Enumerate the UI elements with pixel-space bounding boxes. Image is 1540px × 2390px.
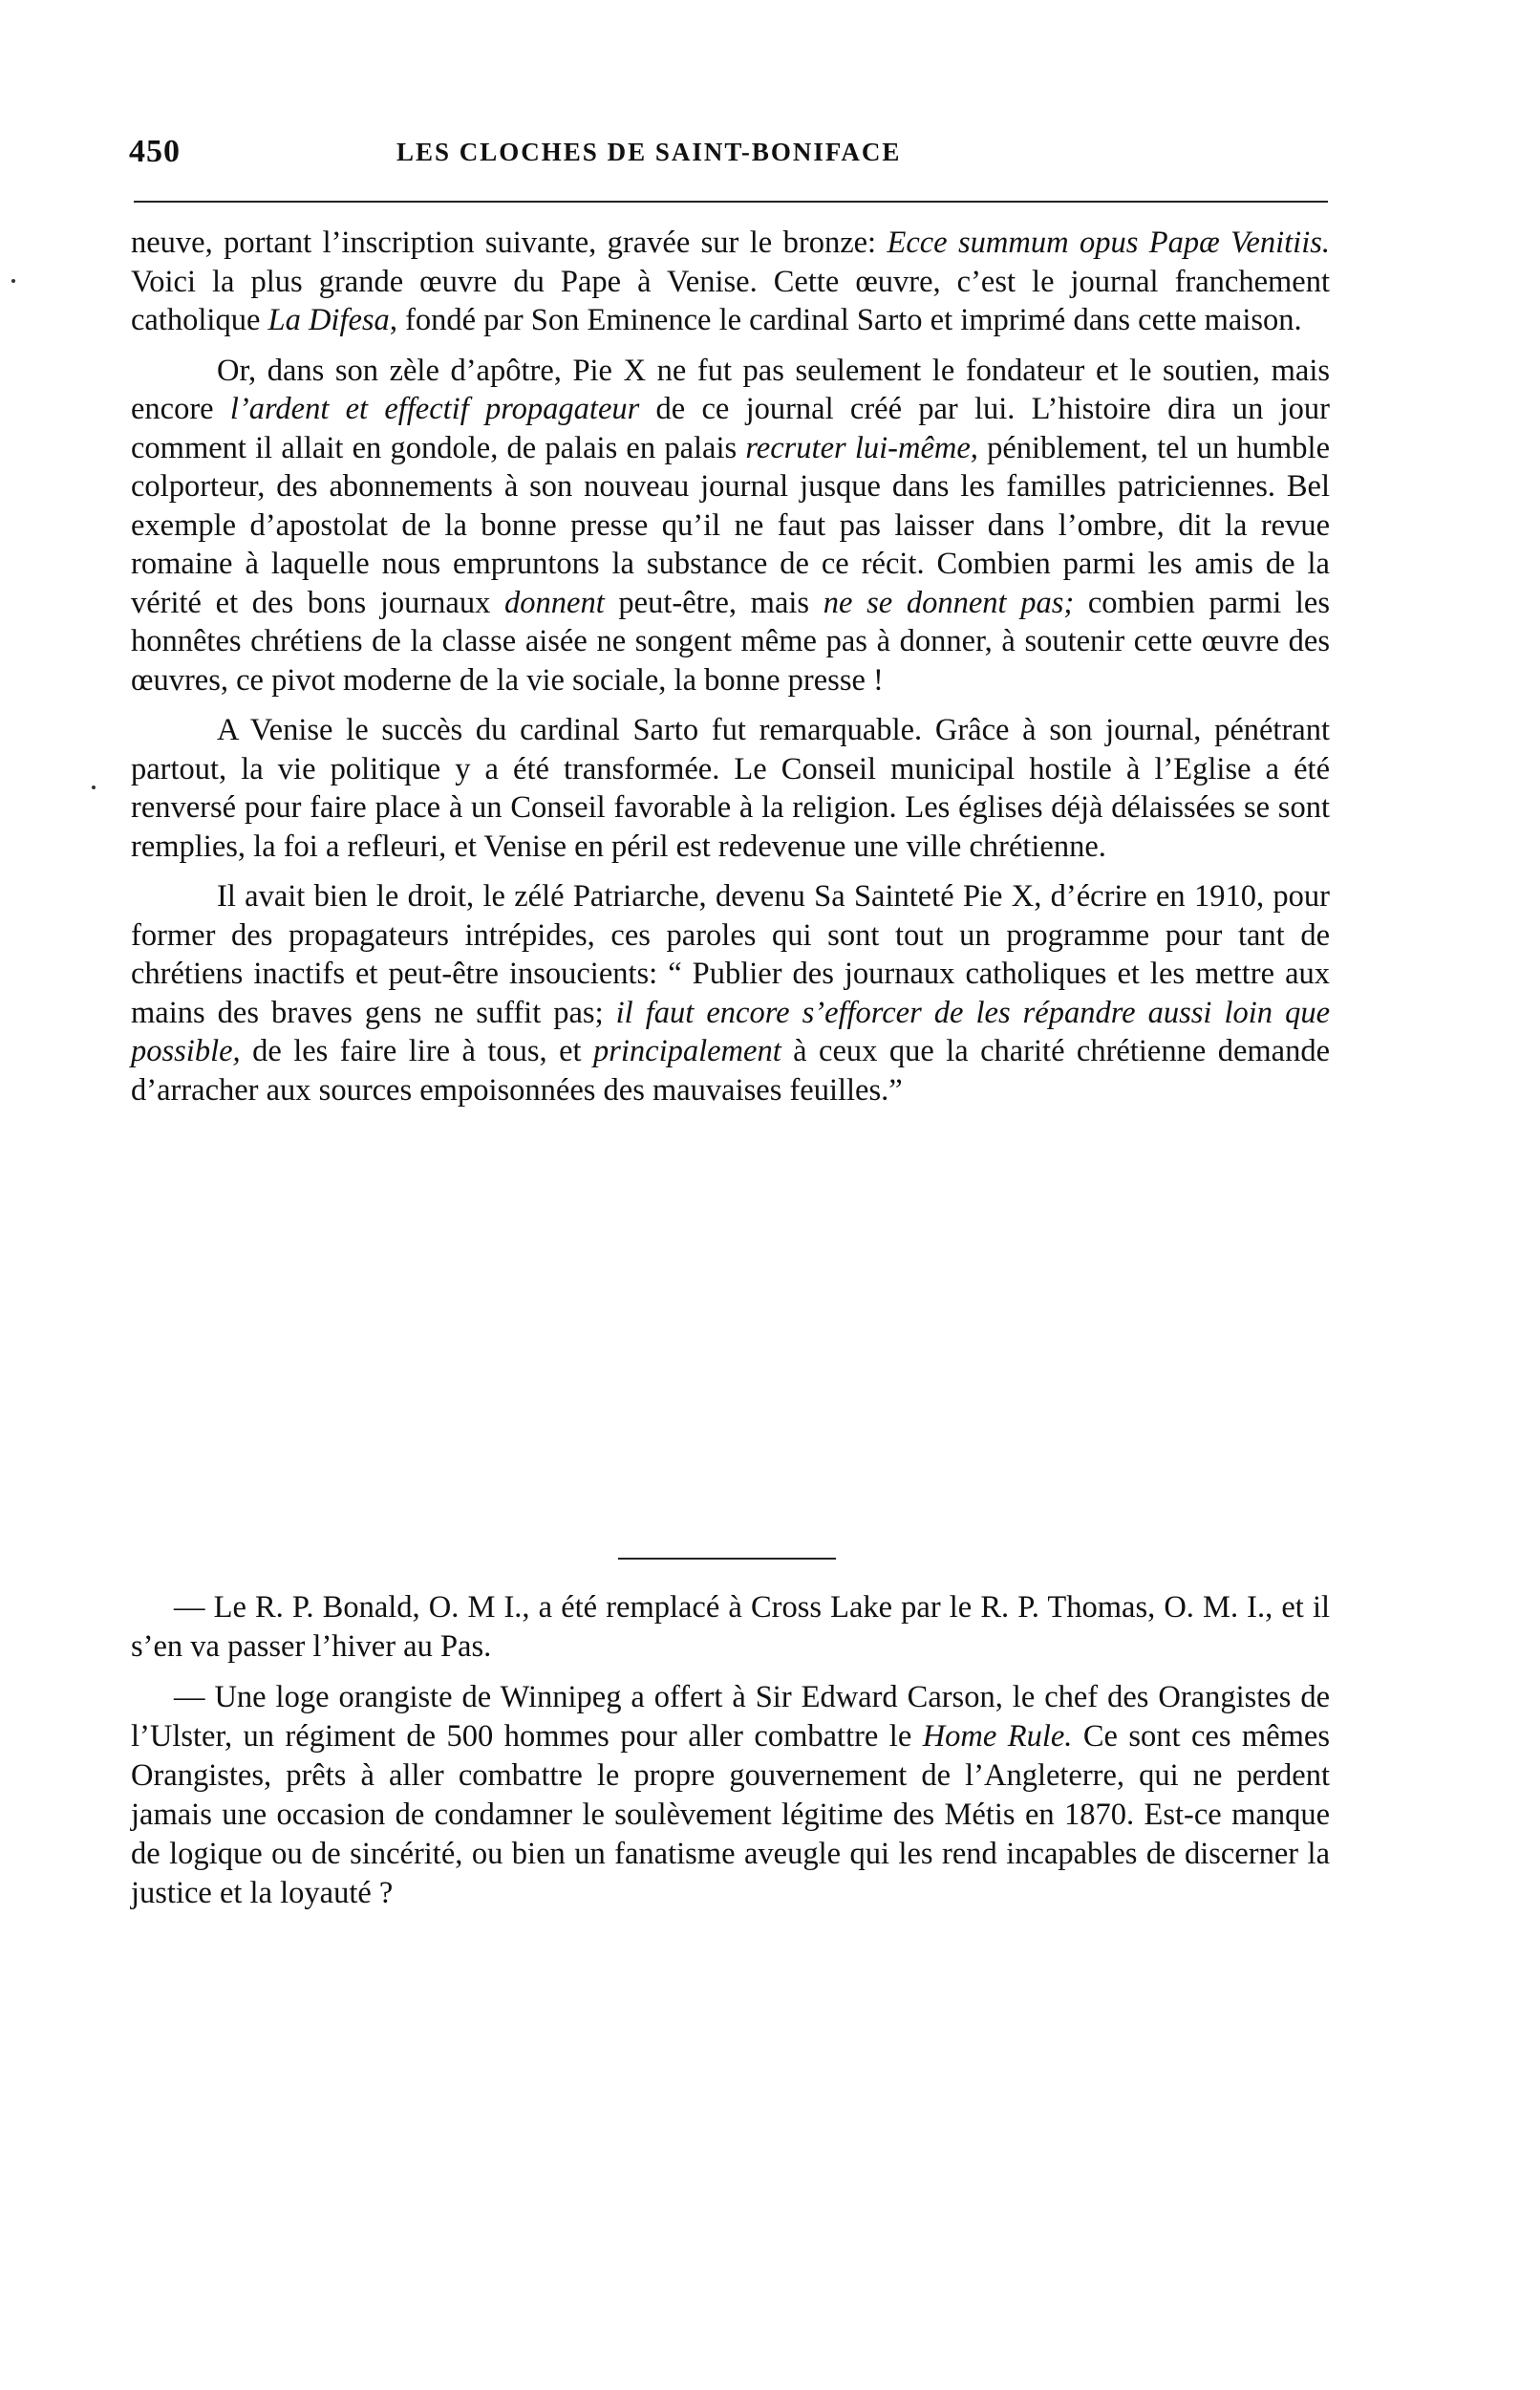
p2-text-g: peut-être, mais: [604, 585, 823, 620]
note-2: [131, 1678, 1330, 1913]
n2-text-a: — Une loge orangiste de Winnipeg a offert à Sir Edward Carson, le chef des Orangistes de l’Ulster, un régiment de 500 hommes pour aller combattre le: [131, 1680, 1330, 1754]
p4-italic-d: principalement: [592, 1034, 781, 1068]
p2-italic-d: recruter lui-même,: [745, 430, 978, 465]
p4-italic-b: il faut encore s’efforcer de les répandre aussi loin que possible,: [131, 995, 1330, 1068]
running-title: LES CLOCHES DE SAINT-BONIFACE: [396, 138, 902, 166]
paragraph-1: [131, 224, 1330, 340]
paragraph-3: A Venise le succès du cardinal Sarto fut remarquable. Grâce à son journal, pénétrant partout, la vie politique y a été transformée. Le Conseil municipal hostile à l’Eglise a été renversé pour faire place à un Conseil favorable à la religion. Les églises déjà délaissées se sont remplies, la foi a refleuri, et Venise en péril est redevenue une ville chrétienne.: [131, 713, 1330, 864]
p4-text-a: Il avait bien le droit, le zélé Patriarche, devenu Sa Sainteté Pie X, d’écrire en 1910, pour former des propagateurs intrépides, ces paroles qui sont tout un programme pour tant de chrétiens inactifs et peut-être insoucients: “ Publier des journaux catholiques et les mettre aux mains des braves gens ne suffit pas;: [131, 879, 1330, 1030]
section-separator-rule: [618, 1558, 836, 1560]
p1-text-e: , fondé par Son Eminence le cardinal Sarto et imprimé dans cette maison.: [389, 303, 1302, 337]
p2-italic-b: l’ardent et effectif propagateur: [229, 392, 640, 426]
page-number: 450: [129, 134, 181, 169]
p2-text-i: combien parmi les honnêtes chrétiens de la classe aisée ne songent même pas à donner, à soutenir cette œuvre des œuvres, ce pivot moderne de la vie sociale, la bonne presse !: [131, 585, 1330, 698]
p4-text-c: de les faire lire à tous, et: [240, 1034, 593, 1068]
p1-latin-inscription: Ecce summum opus Papæ Venitiis.: [887, 226, 1330, 260]
article-body: [131, 224, 1330, 1121]
header-rule: [134, 201, 1328, 203]
print-speck: [92, 786, 96, 789]
news-notes: [131, 1588, 1330, 1925]
p1-journal-title: La Difesa: [267, 303, 390, 337]
p1-text-c: Voici la plus grande œuvre du Pape à Venise. Cette œuvre, c’est le journal franchement catholique: [131, 264, 1330, 337]
p1-text-a: neuve, portant l’inscription suivante, gravée sur le bronze:: [131, 226, 888, 260]
paragraph-4: [131, 877, 1330, 1109]
p2-italic-f: donnent: [504, 585, 605, 620]
print-speck: [11, 279, 15, 283]
p2-text-a: Or, dans son zèle d’apôtre, Pie X ne fut pas seulement le fondateur et le soutien, mais encore: [131, 353, 1330, 426]
paragraph-2: [131, 352, 1330, 700]
p2-italic-h: ne se donnent pas;: [823, 585, 1075, 620]
n2-italic-home-rule: Home Rule.: [922, 1719, 1073, 1754]
p2-text-c: de ce journal créé par lui. L’histoire dira un jour comment il allait en gondole, de palais en palais: [131, 392, 1330, 465]
running-head: [129, 134, 1328, 180]
note-1: — Le R. P. Bonald, O. M I., a été remplacé à Cross Lake par le R. P. Thomas, O. M. I., et il s’en va passer l’hiver au Pas.: [131, 1590, 1330, 1664]
p4-text-e: à ceux que la charité chrétienne demande d’arracher aux sources empoisonnées des mauvaises feuilles.”: [131, 1034, 1331, 1108]
p2-text-e: péniblement, tel un humble colporteur, des abonnements à son nouveau journal jusque dans les familles patriciennes. Bel exemple d’apostolat de la bonne presse qu’il ne faut pas laisser dans l’ombre, dit la revue romaine à laquelle nous empruntons la substance de ce récit. Combien parmi les amis de la vérité et des bons journaux: [131, 430, 1330, 620]
n2-text-c: Ce sont ces mêmes Orangistes, prêts à aller combattre le propre gouvernement de l’Angleterre, qui ne perdent jamais une occasion de condamner le soulèvement légitime des Métis en 1870. Est-ce manque de logique ou de sincérité, ou bien un fanatisme aveugle qui les rend incapables de discerner la justice et la loyauté ?: [131, 1719, 1330, 1910]
